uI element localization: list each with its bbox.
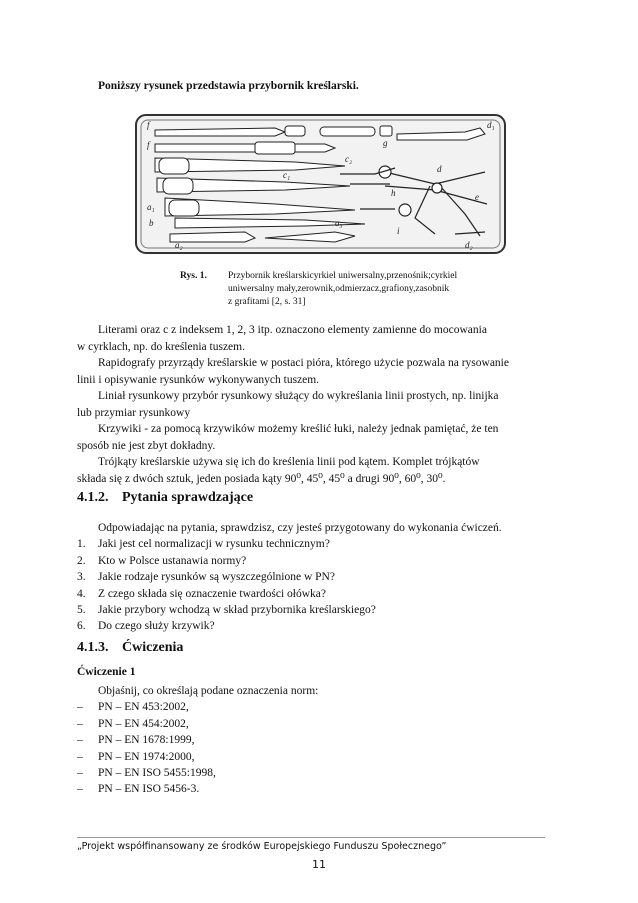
figure-label: d₂ [465,240,473,250]
list-item: – PN – EN ISO 5456-3. [77,783,200,796]
figure-label: a₂ [175,240,183,250]
figure-label: d₁ [487,120,495,130]
list-item: 1. Jaki jest cel normalizacji w rysunku technicznym? [77,538,330,551]
questions-lead: Odpowiadając na pytania, sprawdzisz, czy jesteś przygotowany do wykonania ćwiczeń. [98,522,502,534]
caption-line: Przybornik kreślarskicyrkiel uniwersalny,przenośnik;cyrkiel [228,271,458,281]
figure-label: a₁ [147,202,155,212]
list-item: – PN – EN 1678:1999, [77,734,195,747]
list-item: 2. Kto w Polsce ustanawia normy? [77,554,247,567]
footer-divider [77,837,545,838]
drafting-kit-figure [135,114,506,254]
caption-label: Rys. 1. [180,271,207,281]
caption-line: uniwersalny mały,zerownik,odmierzacz,grafiony,zasobnik [228,284,450,294]
list-item: – PN – EN 1974:2000, [77,750,195,763]
figure-intro: Poniższy rysunek przedstawia przybornik kreślarski. [98,80,359,92]
figure-label: g [383,138,388,148]
section-heading: 4.1.3. Ćwiczenia [77,640,184,655]
paragraph: Trójkąty kreślarskie używa się ich do kreślenia linii pod kątem. Komplet trójkątów składa się z dwóch sztuk, jeden posiada kąty 90⁰, 45⁰, 45⁰ a drugi 90⁰, 60⁰, 30⁰. [77,456,480,485]
figure-label: i [397,226,400,236]
figure-label: c₁ [283,170,291,180]
caption-line: z grafitami [2, s. 31] [228,297,306,307]
page-number: 11 [312,858,326,871]
figure-label: f [147,120,150,130]
paragraph: Krzywiki - za pomocą krzywików możemy kreślić łuki, należy jednak pamiętać, że ten sposób nie jest zbyt dokładny. [77,423,499,452]
list-item: 6. Do czego służy krzywik? [77,620,215,633]
exercise-title: Ćwiczenie 1 [77,666,136,678]
paragraph: Rapidografy przyrządy kreślarskie w postaci pióra, którego użycie pozwala na rysowanie linii i opisywanie rysunków wykonywanych tuszem. [77,357,509,386]
questions-list [77,520,502,635]
footer-text: „Projekt współfinansowany ze środków Europejskiego Funduszu Społecznego” [77,841,447,852]
list-item: 4. Z czego składa się oznaczenie twardości ołówka? [77,587,326,600]
figure-label: a₃ [335,218,343,228]
list-item: – PN – EN ISO 5455:1998, [77,767,216,780]
list-item: 5. Jakie przybory wchodzą w skład przybornika kreślarskiego? [77,604,376,617]
figure-label: h [391,188,396,198]
figure-label: e [475,192,479,202]
section-heading: 4.1.2. Pytania sprawdzające [77,490,254,505]
figure-label: d [437,164,442,174]
paragraph: Liniał rysunkowy przybór rysunkowy służący do wykreślania linii prostych, np. linijka lub przymiar rysunkowy [77,390,499,419]
exercise-lead: Objaśnij, co określają podane oznaczenia norm: [98,685,319,697]
figure-label: b [149,218,154,228]
paragraph: Literami oraz c z indeksem 1, 2, 3 itp. oznaczono elementy zamienne do mocowania w cyrklach, np. do kreślenia tuszem. [77,324,487,353]
list-item: – PN – EN 454:2002, [77,717,189,730]
figure-label: f [147,140,150,150]
body-text [77,322,564,487]
list-item: – PN – EN 453:2002, [77,701,189,714]
list-item: 3. Jakie rodzaje rysunków są wyszczególnione w PN? [77,571,335,584]
norms-list [77,683,318,798]
figure-label: c₂ [345,154,353,164]
